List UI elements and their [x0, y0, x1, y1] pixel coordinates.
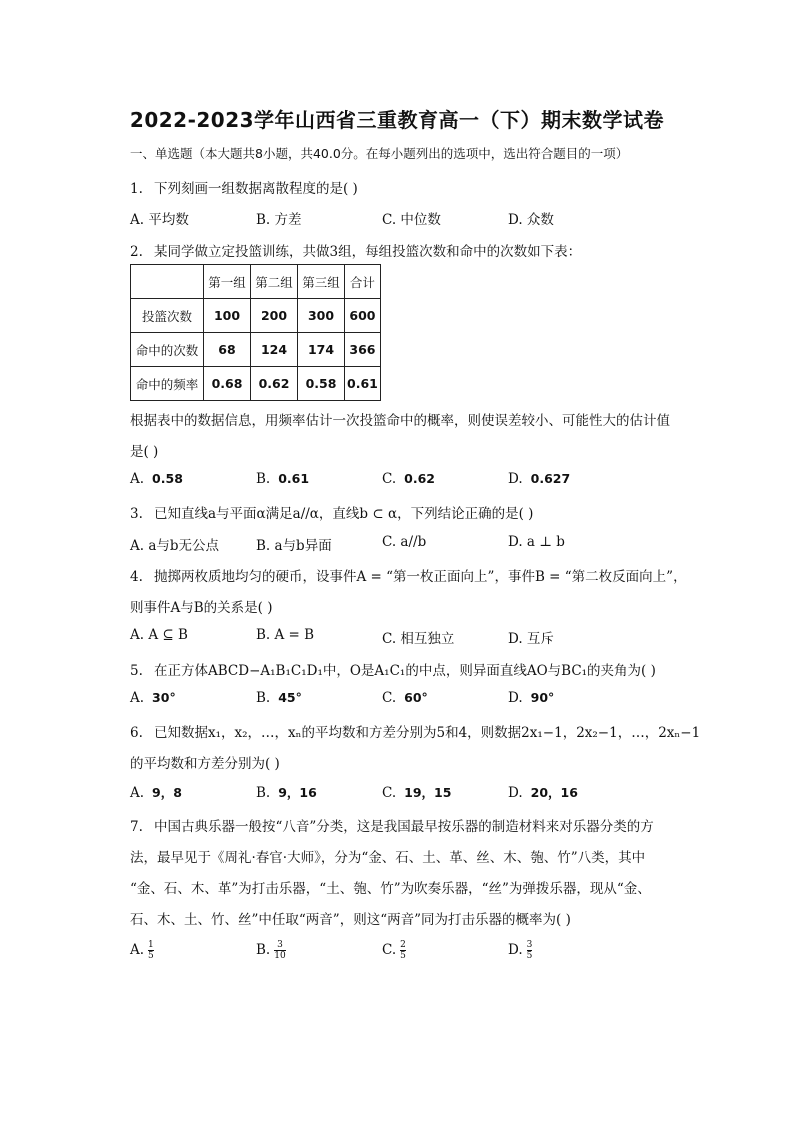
option-d: D. 20，16: [508, 785, 578, 801]
table-cell: 0.58: [298, 367, 345, 401]
fraction: $\frac{2}{5}$: [400, 940, 406, 961]
table-cell: 366: [345, 333, 381, 367]
table-header-cell: 第一组: [204, 265, 251, 299]
option-c: C. 60°: [382, 690, 428, 706]
question-number: 1.: [130, 181, 143, 197]
data-table: [130, 264, 381, 401]
option-c: C. 相互独立: [382, 631, 455, 647]
option-d: D. 互斥: [508, 631, 554, 647]
table-cell: 68: [204, 333, 251, 367]
option-a: A. $\frac{1}{5}$: [130, 940, 154, 961]
question-stem: 在正方体ABCD−A₁B₁C₁D₁中，O是A₁C₁的中点，则异面直线AO与BC₁的夹角为( ): [154, 663, 656, 679]
question-number: 3.: [130, 506, 143, 522]
option-c: C. 0.62: [382, 471, 435, 487]
table-header-cell: [131, 265, 204, 299]
question-number: 7.: [130, 819, 143, 835]
table-cell: 100: [204, 299, 251, 333]
question-stem-continued: 是( ): [130, 444, 159, 460]
table-cell: 0.62: [251, 367, 298, 401]
table-row: [131, 333, 381, 367]
question-number: 5.: [130, 663, 143, 679]
table-row-label: 命中的频率: [131, 367, 204, 401]
question-stem: 已知数据x₁，x₂，…，xₙ的平均数和方差分别为5和4，则数据2x₁−1，2x₂−1，…，2xₙ−1: [154, 725, 701, 741]
table-cell: 0.61: [345, 367, 381, 401]
option-c: C. $\frac{2}{5}$: [382, 940, 406, 961]
option-b: B. 45°: [256, 690, 302, 706]
table-cell: 600: [345, 299, 381, 333]
option-b: B. $\frac{3}{10}$: [256, 940, 286, 961]
table-header-cell: 第二组: [251, 265, 298, 299]
table-cell: 300: [298, 299, 345, 333]
option-d: D. 0.627: [508, 471, 571, 487]
question-stem: 下列刻画一组数据离散程度的是( ): [154, 181, 358, 197]
exam-title: 2022-2023学年山西省三重教育高一（下）期末数学试卷: [129, 108, 665, 132]
fraction: $\frac{1}{5}$: [148, 940, 154, 961]
question-7: [130, 815, 654, 835]
question-6: [130, 721, 700, 741]
question-stem: 某同学做立定投篮训练，共做3组，每组投篮次数和命中的次数如下表：: [154, 244, 582, 260]
question-number: 4.: [130, 569, 143, 585]
option-a: A. 30°: [130, 690, 176, 706]
question-stem-continued: “金、石、木、革”为打击乐器，“土、匏、竹”为吹奏乐器，“丝”为弹拨乐器，现从“金、: [130, 881, 651, 897]
question-number: 2.: [130, 244, 143, 260]
table-header-cell: 合计: [345, 265, 381, 299]
fraction: $\frac{3}{5}$: [526, 940, 533, 961]
option-a: A. 9，8: [130, 785, 182, 801]
table-cell: 0.68: [204, 367, 251, 401]
fraction: $\frac{3}{10}$: [274, 940, 286, 961]
question-1: [130, 177, 358, 197]
table-header-row: [131, 265, 381, 299]
option-b: B. A = B: [256, 627, 315, 643]
question-stem-continued: 法，最早见于《周礼·春官·大师》，分为“金、石、土、革、丝、木、匏、竹”八类，其中: [130, 850, 646, 866]
table-row-label: 投篮次数: [131, 299, 204, 333]
question-5: [130, 659, 656, 679]
question-3: [130, 502, 533, 522]
option-d: D. 众数: [508, 212, 554, 228]
question-stem-continued: 石、木、土、竹、丝”中任取“两音”，则这“两音”同为打击乐器的概率为( ): [130, 912, 571, 928]
table-cell: 200: [251, 299, 298, 333]
section-heading: 一、单选题（本大题共8小题，共40.0分。在每小题列出的选项中，选出符合题目的一项）: [130, 146, 629, 161]
option-b: B. a与b异面: [256, 538, 332, 554]
question-number: 6.: [130, 725, 143, 741]
option-a: A. 0.58: [130, 471, 183, 487]
option-a: A. A ⊆ B: [130, 627, 188, 643]
option-b: B. 9，16: [256, 785, 317, 801]
table-row: [131, 299, 381, 333]
table-row-label: 命中的次数: [131, 333, 204, 367]
question-2: [130, 240, 581, 260]
question-4: [130, 565, 687, 585]
option-d: D. 90°: [508, 690, 555, 706]
option-a: A. 平均数: [130, 212, 189, 228]
question-stem: 已知直线a与平面α满足a//α，直线b ⊂ α，下列结论正确的是( ): [154, 506, 534, 522]
table-row: [131, 367, 381, 401]
option-c: C. 中位数: [382, 212, 441, 228]
question-stem: 中国古典乐器一般按“八音”分类，这是我国最早按乐器的制造材料来对乐器分类的方: [154, 819, 654, 835]
option-c: C. 19，15: [382, 785, 452, 801]
question-stem-continued: 根据表中的数据信息，用频率估计一次投篮命中的概率，则使误差较小、可能性大的估计值: [130, 413, 670, 429]
option-d: D. a ⊥ b: [508, 534, 565, 550]
table-cell: 174: [298, 333, 345, 367]
table-cell: 124: [251, 333, 298, 367]
question-stem-continued: 则事件A与B的关系是( ): [130, 600, 273, 616]
option-b: B. 方差: [256, 212, 302, 228]
question-stem: 抛掷两枚质地均匀的硬币，设事件A = “第一枚正面向上”，事件B = “第二枚反面向上”，: [154, 569, 687, 585]
option-c: C. a//b: [382, 534, 427, 550]
option-a: A. a与b无公点: [130, 538, 220, 554]
table-header-cell: 第三组: [298, 265, 345, 299]
question-stem-continued: 的平均数和方差分别为( ): [130, 756, 280, 772]
option-d: D. $\frac{3}{5}$: [508, 940, 533, 961]
option-b: B. 0.61: [256, 471, 310, 487]
